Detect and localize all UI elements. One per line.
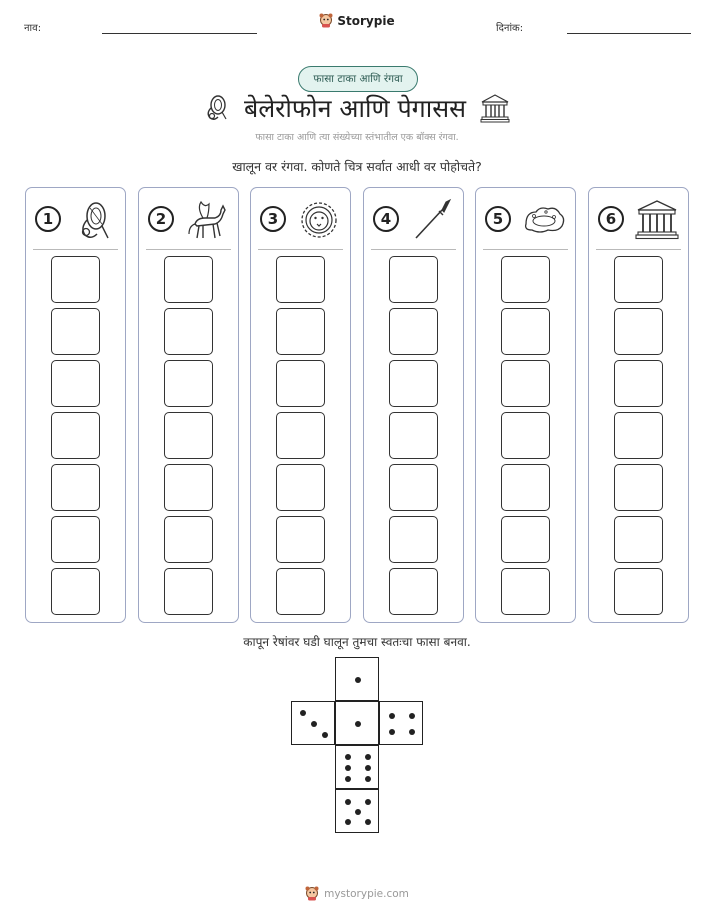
color-box[interactable] bbox=[51, 464, 100, 511]
instruction: खालून वर रंगवा. कोणते चित्र सर्वात आधी वर पोहोचते? bbox=[232, 159, 482, 174]
column-number: 6 bbox=[598, 206, 624, 232]
die-pip bbox=[355, 677, 361, 683]
die-pip bbox=[409, 729, 415, 735]
color-box[interactable] bbox=[389, 308, 438, 355]
color-box[interactable] bbox=[51, 516, 100, 563]
column-divider bbox=[258, 249, 343, 250]
die-pip bbox=[345, 819, 351, 825]
die-pip bbox=[365, 819, 371, 825]
die-pip bbox=[322, 732, 328, 738]
die-pip bbox=[345, 776, 351, 782]
bridle-icon bbox=[72, 198, 116, 242]
color-box[interactable] bbox=[164, 412, 213, 459]
color-box[interactable] bbox=[614, 360, 663, 407]
cut-instruction: कापून रेषांवर घडी घालून तुमचा स्वतःचा फासा बनवा. bbox=[243, 635, 471, 649]
column-1 bbox=[25, 187, 126, 623]
color-box[interactable] bbox=[501, 516, 550, 563]
die-face-5 bbox=[335, 789, 379, 833]
color-box[interactable] bbox=[164, 568, 213, 615]
color-box[interactable] bbox=[614, 256, 663, 303]
color-box[interactable] bbox=[614, 412, 663, 459]
die-pip bbox=[389, 713, 395, 719]
color-box[interactable] bbox=[614, 568, 663, 615]
brand-name: Storypie bbox=[337, 13, 395, 28]
color-box[interactable] bbox=[501, 412, 550, 459]
die-pip bbox=[345, 754, 351, 760]
column-number: 1 bbox=[35, 206, 61, 232]
column-divider bbox=[483, 249, 568, 250]
column-5 bbox=[475, 187, 576, 623]
color-box[interactable] bbox=[276, 464, 325, 511]
brand-logo bbox=[0, 13, 714, 28]
temple-icon bbox=[635, 198, 679, 242]
color-box[interactable] bbox=[501, 464, 550, 511]
date-label: दिनांक: bbox=[496, 23, 524, 34]
die-face-3 bbox=[291, 701, 335, 745]
footer bbox=[0, 886, 714, 901]
lion-icon bbox=[297, 198, 341, 242]
color-box[interactable] bbox=[501, 308, 550, 355]
color-box[interactable] bbox=[614, 308, 663, 355]
color-box[interactable] bbox=[164, 360, 213, 407]
die-pip bbox=[345, 765, 351, 771]
column-divider bbox=[146, 249, 231, 250]
color-box[interactable] bbox=[501, 256, 550, 303]
color-box[interactable] bbox=[276, 308, 325, 355]
color-box[interactable] bbox=[389, 256, 438, 303]
die-pip bbox=[355, 809, 361, 815]
die-face-6 bbox=[335, 745, 379, 789]
color-box[interactable] bbox=[389, 464, 438, 511]
activity-badge: फासा टाका आणि रंगवा bbox=[298, 66, 418, 92]
bridle-icon bbox=[204, 93, 230, 123]
column-6 bbox=[588, 187, 689, 623]
color-box[interactable] bbox=[501, 568, 550, 615]
column-number: 4 bbox=[373, 206, 399, 232]
color-box[interactable] bbox=[51, 412, 100, 459]
die-pip bbox=[311, 721, 317, 727]
column-3 bbox=[250, 187, 351, 623]
color-box[interactable] bbox=[164, 308, 213, 355]
color-box[interactable] bbox=[164, 256, 213, 303]
color-box[interactable] bbox=[164, 464, 213, 511]
color-box[interactable] bbox=[389, 360, 438, 407]
color-box[interactable] bbox=[389, 568, 438, 615]
die-pip bbox=[389, 729, 395, 735]
name-line[interactable] bbox=[102, 33, 257, 34]
color-box[interactable] bbox=[276, 360, 325, 407]
subtitle: फासा टाका आणि त्या संख्येच्या स्तंभातील एक बॉक्स रंगवा. bbox=[255, 132, 459, 143]
column-number: 3 bbox=[260, 206, 286, 232]
name-label: नाव: bbox=[24, 23, 42, 34]
die-pip bbox=[345, 799, 351, 805]
footer-url[interactable]: mystorypie.com bbox=[324, 887, 409, 900]
die-face-4 bbox=[379, 701, 423, 745]
column-4 bbox=[363, 187, 464, 623]
column-divider bbox=[596, 249, 681, 250]
color-box[interactable] bbox=[276, 412, 325, 459]
color-box[interactable] bbox=[51, 568, 100, 615]
temple-icon bbox=[480, 93, 510, 123]
color-box[interactable] bbox=[501, 360, 550, 407]
color-box[interactable] bbox=[51, 360, 100, 407]
color-box[interactable] bbox=[276, 568, 325, 615]
color-box[interactable] bbox=[51, 308, 100, 355]
die-pip bbox=[365, 799, 371, 805]
die-pip bbox=[409, 713, 415, 719]
color-box[interactable] bbox=[614, 464, 663, 511]
spear-icon bbox=[410, 198, 454, 242]
color-box[interactable] bbox=[614, 516, 663, 563]
die-pip bbox=[365, 776, 371, 782]
color-box[interactable] bbox=[51, 256, 100, 303]
title-row bbox=[0, 88, 714, 128]
spring-icon bbox=[522, 198, 566, 242]
color-box[interactable] bbox=[164, 516, 213, 563]
color-box[interactable] bbox=[389, 412, 438, 459]
die-face-1-center bbox=[335, 701, 379, 745]
pegasus-icon bbox=[185, 198, 229, 242]
column-2 bbox=[138, 187, 239, 623]
color-box[interactable] bbox=[389, 516, 438, 563]
storypie-mascot-icon bbox=[319, 13, 333, 28]
die-pip bbox=[300, 710, 306, 716]
die-pip bbox=[355, 721, 361, 727]
color-box[interactable] bbox=[276, 516, 325, 563]
column-number: 5 bbox=[485, 206, 511, 232]
column-number: 2 bbox=[148, 206, 174, 232]
die-pip bbox=[365, 765, 371, 771]
die-pip bbox=[365, 754, 371, 760]
column-divider bbox=[33, 249, 118, 250]
date-line[interactable] bbox=[567, 33, 691, 34]
storypie-mascot-icon bbox=[305, 886, 319, 901]
die-face-1 bbox=[335, 657, 379, 701]
worksheet-title: बेलेरोफोन आणि पेगासस bbox=[243, 94, 467, 123]
color-box[interactable] bbox=[276, 256, 325, 303]
column-divider bbox=[371, 249, 456, 250]
